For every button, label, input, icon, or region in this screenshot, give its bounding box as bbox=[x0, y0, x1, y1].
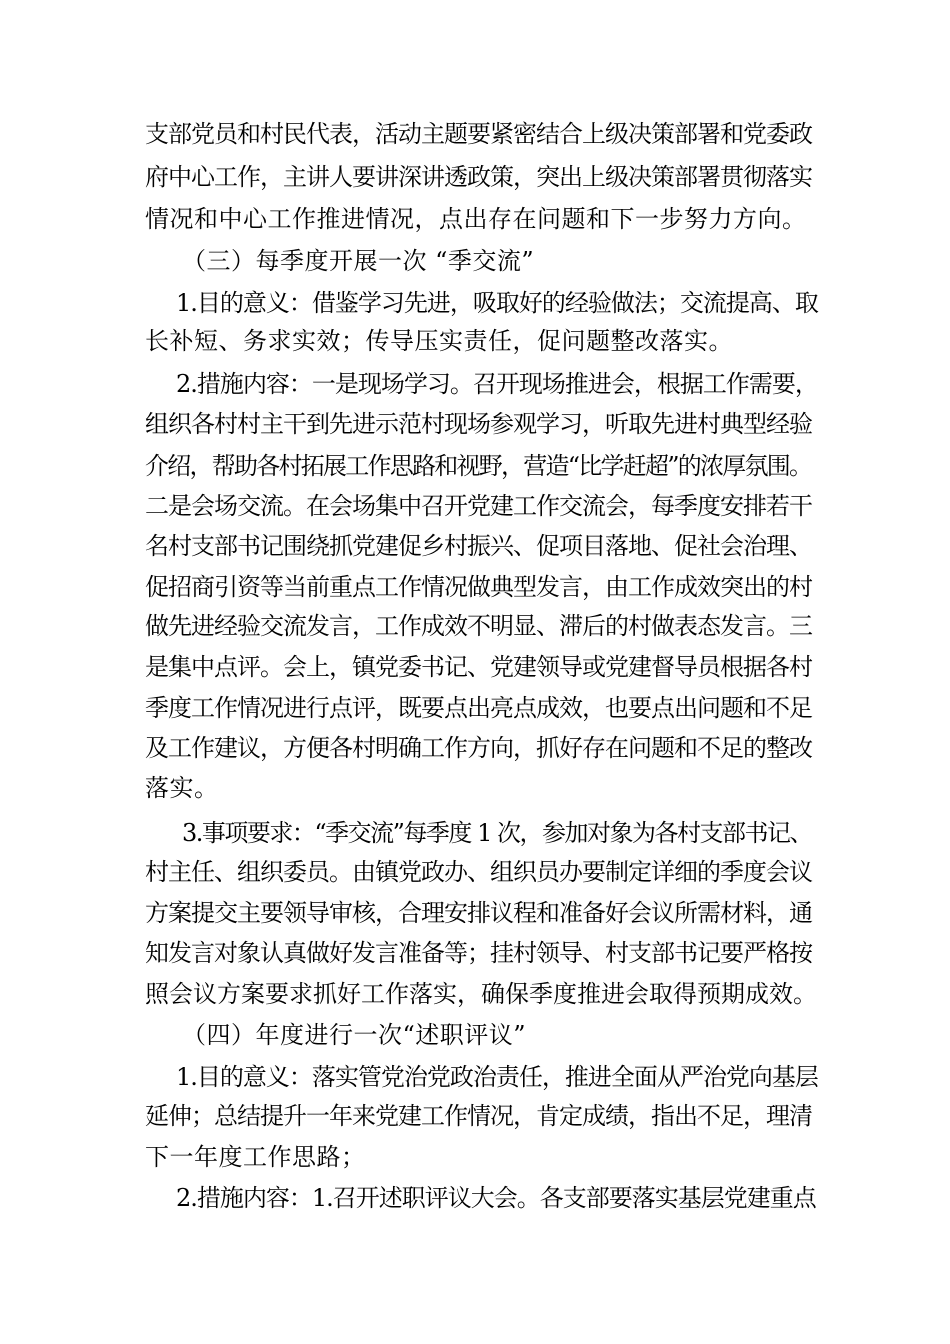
section-heading: （三）每季度开展一次 “季交流” bbox=[182, 247, 535, 275]
text-line: 及工作建议，方便各村明确工作方向，抓好存在问题和不足的整改 bbox=[145, 734, 812, 762]
text-line: 方案提交主要领导审核，合理安排议程和准备好会议所需材料，通 bbox=[145, 899, 812, 927]
text-line: 促招商引资等当前重点工作情况做典型发言，由工作成效突出的村 bbox=[145, 573, 812, 601]
text-line: 长补短、务求实效；传导压实责任，促问题整改落实。 bbox=[145, 327, 733, 355]
text-line: 情况和中心工作推进情况，点出存在问题和下一步努力方向。 bbox=[145, 205, 807, 233]
text-line: 知发言对象认真做好发言准备等；挂村领导、村支部书记要严格按 bbox=[145, 939, 812, 967]
text-line: 做先进经验交流发言，工作成效不明显、滞后的村做表态发言。三 bbox=[145, 612, 812, 640]
text-line: 季度工作情况进行点评，既要点出亮点成效，也要点出问题和不足 bbox=[145, 694, 812, 722]
text-line: 二是会场交流。在会场集中召开党建工作交流会，每季度安排若干 bbox=[145, 492, 812, 520]
text-line: 落实。 bbox=[145, 774, 219, 802]
text-line: 2.措施内容：1.召开述职评议大会。各支部要落实基层党建重点 bbox=[176, 1184, 816, 1212]
text-line: 介绍，帮助各村拓展工作思路和视野，营造“比学赶超”的浓厚氛围。 bbox=[145, 452, 812, 480]
text-line: 3.事项要求：“季交流”每季度 1 次，参加对象为各村支部书记、 bbox=[182, 819, 812, 847]
text-line: 是集中点评。会上，镇党委书记、党建领导或党建督导员根据各村 bbox=[145, 653, 812, 681]
section-heading: （四）年度进行一次“述职评议” bbox=[182, 1021, 527, 1049]
text-line: 支部党员和村民代表，活动主题要紧密结合上级决策部署和党委政 bbox=[145, 120, 812, 148]
text-line: 府中心工作，主讲人要讲深讲透政策，突出上级决策部署贯彻落实 bbox=[145, 163, 812, 191]
text-line: 下一年度工作思路； bbox=[145, 1143, 366, 1171]
text-line: 组织各村村主干到先进示范村现场参观学习，听取先进村典型经验 bbox=[145, 410, 812, 438]
text-line: 延伸；总结提升一年来党建工作情况，肯定成绩，指出不足，理清 bbox=[145, 1102, 812, 1130]
text-line: 2.措施内容：一是现场学习。召开现场推进会，根据工作需要， bbox=[176, 370, 818, 398]
text-line: 村主任、组织委员。由镇党政办、组织员办要制定详细的季度会议 bbox=[145, 858, 812, 886]
text-line: 照会议方案要求抓好工作落实，确保季度推进会取得预期成效。 bbox=[145, 980, 817, 1008]
text-line: 1.目的意义：借鉴学习先进，吸取好的经验做法；交流提高、取 bbox=[176, 289, 818, 317]
text-line: 1.目的意义：落实管党治党政治责任，推进全面从严治党向基层 bbox=[176, 1063, 818, 1091]
text-line: 名村支部书记围绕抓党建促乡村振兴、促项目落地、促社会治理、 bbox=[145, 532, 812, 560]
